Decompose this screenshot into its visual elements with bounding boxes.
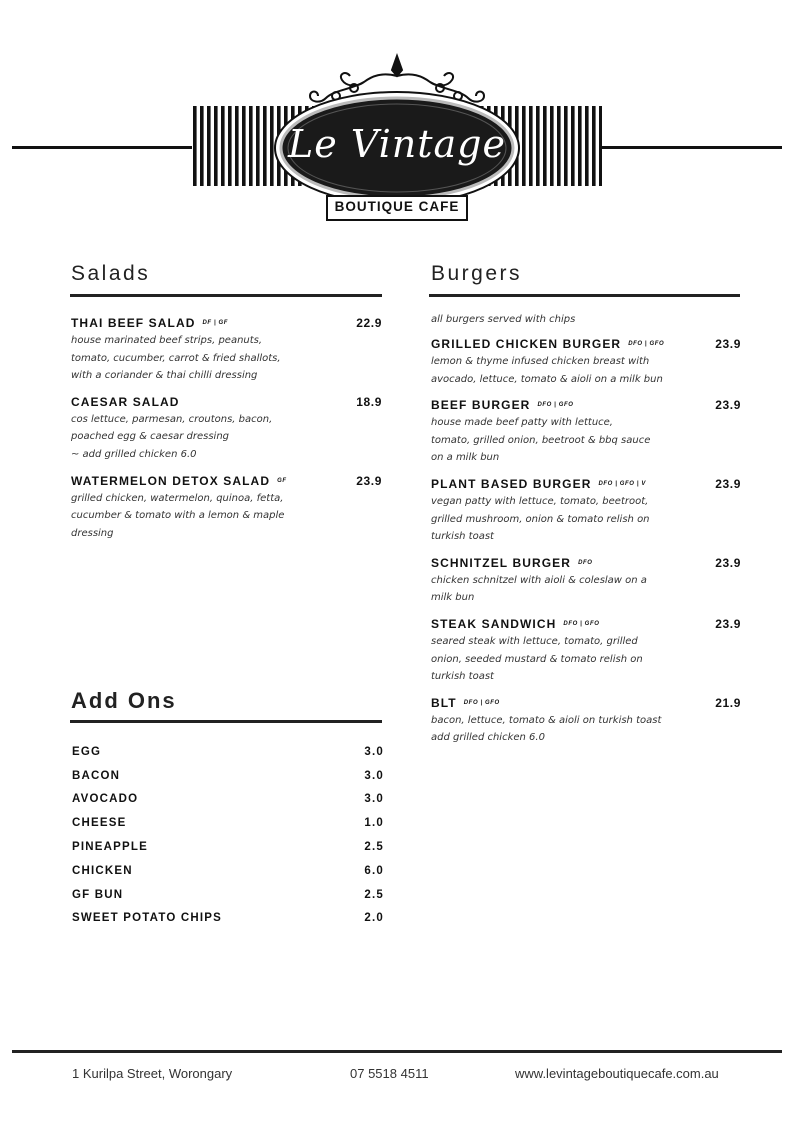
logo-script-text: Le Vintage [288,122,506,166]
addon-row [72,835,384,859]
menu-item-title [71,314,228,332]
footer-website[interactable]: www.levintageboutiquecafe.com.au [515,1066,719,1081]
menu-item-price: 23.9 [715,616,741,631]
addon-name: GF BUN [72,888,124,901]
addon-name: PINEAPPLE [72,841,148,854]
cafe-logo [186,46,608,226]
addons-rule [70,720,382,723]
addon-row [72,859,384,883]
addon-name: CHICKEN [72,864,133,877]
menu-item-header [431,335,741,353]
menu-item-price: 22.9 [356,316,382,330]
menu-item-name: CAESAR SALAD [71,394,180,409]
addon-name: EGG [72,745,102,758]
menu-item-header [431,475,741,493]
addon-price: 2.5 [364,841,384,854]
addon-price: 3.0 [364,769,384,782]
dietary-tag: DFO | GFO | V [598,480,646,487]
menu-item [71,314,382,385]
footer-rule [12,1050,782,1053]
menu-item-title [431,554,593,572]
menu-item-description: dressing [71,527,114,539]
menu-item-title [71,472,287,490]
menu-item-name: PLANT BASED BURGER [431,476,592,491]
menu-item-header [71,314,382,332]
menu-item-description: house made beef patty with lettuce, [431,417,613,429]
dietary-tag: DFO | GFO [563,620,600,627]
menu-item [431,615,741,686]
addon-price: 2.0 [364,912,384,925]
dietary-tag: DFO [578,559,593,566]
menu-item-description: turkish toast [431,671,494,683]
burgers-heading: Burgers [431,262,523,285]
menu-item-title [431,396,574,414]
menu-item-description: on a milk bun [431,452,500,464]
menu-item-name: BLT [431,695,457,710]
menu-item-description: tomato, grilled onion, beetroot & bbq sauce [431,434,651,446]
menu-item-name: WATERMELON DETOX SALAD [71,473,271,488]
menu-item-header [431,694,741,712]
menu-item-title [431,475,646,493]
menu-item-description: cucumber & tomato with a lemon & maple [71,510,285,522]
menu-item-description: milk bun [431,592,475,604]
addon-price: 6.0 [364,864,384,877]
menu-item [431,475,741,546]
logo-subtitle: BOUTIQUE CAFE [334,199,460,214]
menu-item-description: cos lettuce, parmesan, croutons, bacon, [71,413,273,425]
menu-item-description: avocado, lettuce, tomato & aioli on a milk bun [431,373,663,385]
addon-row [72,907,384,931]
addon-price: 1.0 [364,817,384,830]
menu-item [71,393,382,464]
addon-row [72,811,384,835]
dietary-tag: DFO | GFO [537,402,574,409]
menu-item-title [431,694,500,712]
menu-item-description: grilled chicken, watermelon, quinoa, fetta, [71,492,284,504]
menu-item [431,396,741,467]
menu-item-name: THAI BEEF SALAD [71,316,196,330]
menu-item-title [71,393,180,411]
menu-item-description: tomato, cucumber, carrot & fried shallots, [71,352,281,364]
salads-heading: Salads [71,262,151,285]
menu-item-name: BEEF BURGER [431,398,531,413]
burgers-rule [429,294,740,297]
menu-item-header [431,396,741,414]
salads-list [71,314,382,550]
dietary-tag: DFO | GFO [628,341,665,347]
menu-item-description: bacon, lettuce, tomato & aioli on turkish toast [431,714,662,726]
menu-item [71,472,382,543]
footer-phone: 07 5518 4511 [350,1066,429,1081]
menu-item-name: STEAK SANDWICH [431,616,557,631]
menu-item-price: 21.9 [715,695,741,710]
menu-item-description: house marinated beef strips, peanuts, [71,335,263,346]
menu-item-price: 23.9 [715,555,741,570]
menu-item-description: turkish toast [431,531,494,543]
burgers-note: all burgers served with chips [431,314,576,325]
header-rule-right [602,146,782,149]
menu-item-description: seared steak with lettuce, tomato, grilled [431,635,638,647]
menu-item-title [431,615,599,633]
addon-name: BACON [72,769,121,782]
menu-item-price: 23.9 [356,473,382,488]
menu-item-description: chicken schnitzel with aioli & coleslaw on a [431,574,647,586]
menu-item-header [431,615,741,633]
menu-item-price: 18.9 [356,394,382,409]
header-rule-left [12,146,192,149]
menu-item-description: vegan patty with lettuce, tomato, beetroot, [431,495,649,507]
menu-item-title [431,335,664,353]
salads-rule [70,294,382,297]
addon-price: 3.0 [364,745,384,758]
menu-item-header [431,554,741,572]
menu-item-header [71,472,382,490]
menu-item-description: add grilled chicken 6.0 [431,732,545,744]
dietary-tag: DF | GF [202,320,229,326]
menu-item-price: 23.9 [715,476,741,491]
menu-item-name: SCHNITZEL BURGER [431,555,572,570]
menu-item-name: GRILLED CHICKEN BURGER [431,337,622,351]
addons-list [72,740,384,930]
addon-name: AVOCADO [72,793,139,806]
menu-item-description: poached egg & caesar dressing [71,431,230,443]
menu-item-description: onion, seeded mustard & tomato relish on [431,653,643,665]
menu-item [431,694,741,747]
footer-address: 1 Kurilpa Street, Worongary [72,1066,233,1081]
addon-price: 3.0 [364,793,384,806]
menu-item-description: lemon & thyme infused chicken breast with [431,356,650,367]
addon-row [72,740,384,764]
addon-row [72,788,384,812]
addon-row [72,883,384,907]
addon-price: 2.5 [364,888,384,901]
menu-item-header [71,393,382,411]
addons-heading: Add Ons [71,688,177,713]
addon-row [72,764,384,788]
dietary-tag: DFO | GFO [463,699,500,706]
menu-item-description: grilled mushroom, onion & tomato relish on [431,513,650,525]
burgers-list [431,314,741,755]
addon-name: SWEET POTATO CHIPS [72,912,223,925]
addon-name: CHEESE [72,817,127,830]
dietary-tag: GF [277,477,287,484]
menu-item-price: 23.9 [715,398,741,413]
menu-item [431,335,741,388]
menu-item [431,554,741,607]
menu-item-price: 23.9 [715,337,741,351]
menu-item-description: with a coriander & thai chilli dressing [71,370,258,382]
menu-item-description: ~ add grilled chicken 6.0 [71,448,197,460]
